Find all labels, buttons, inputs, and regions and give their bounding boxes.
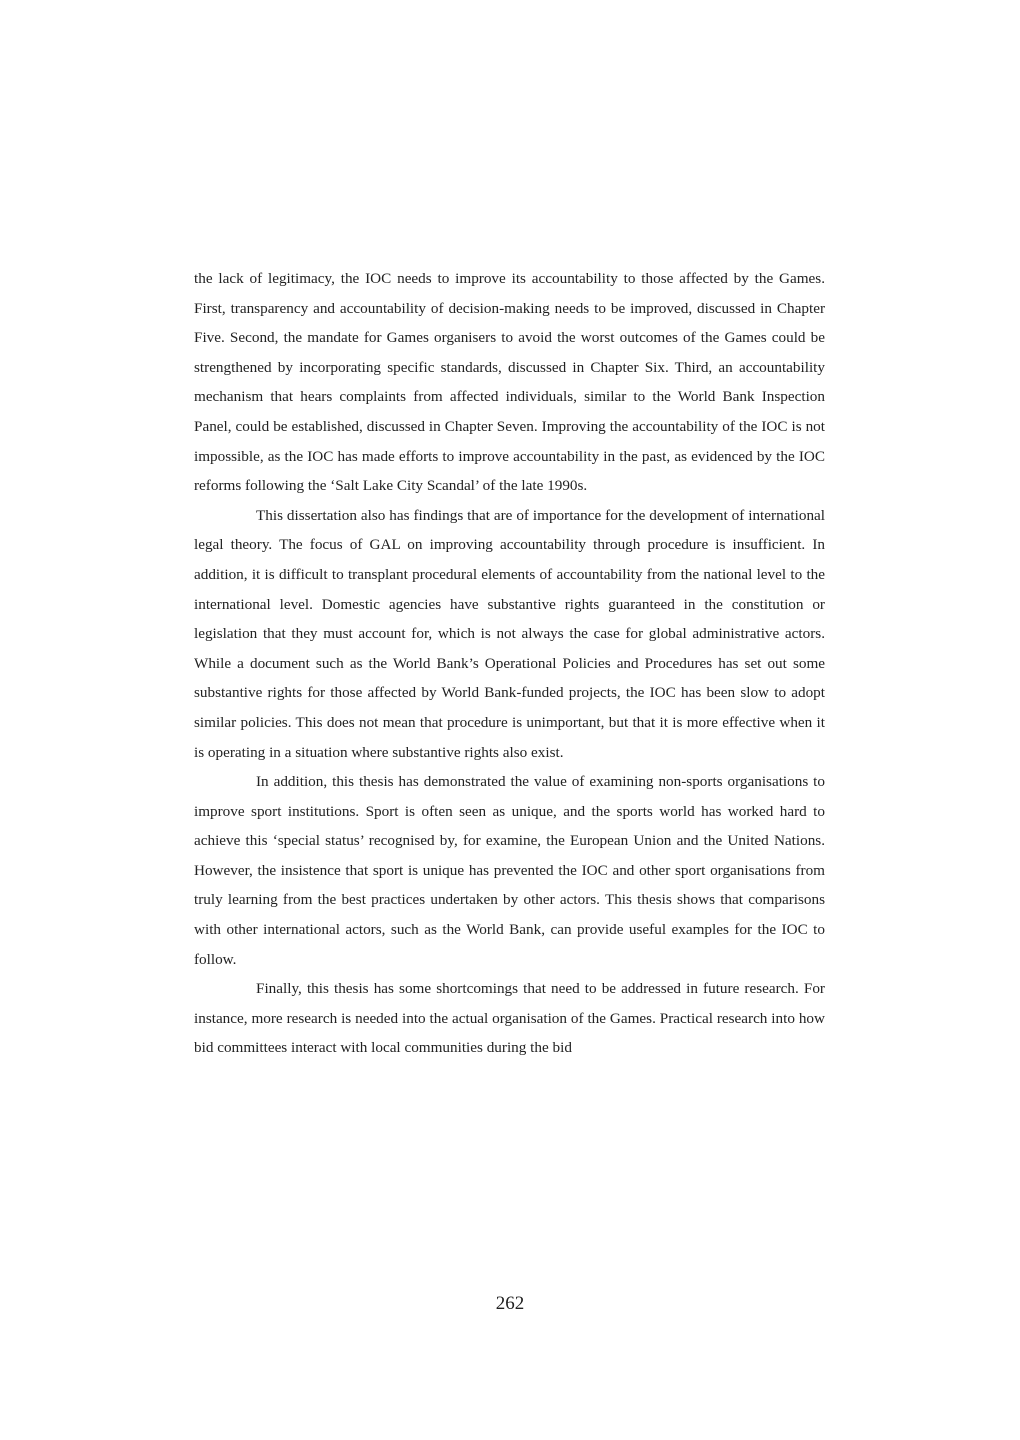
paragraph-1: the lack of legitimacy, the IOC needs to improve its accountability to those affected by the Games. First, transparency and accountability of decision-making needs to be improved, discussed in Chapter Five. Second, the mandate for Games organisers to avoid the worst outcomes of the Games could be strengthened by incorporating specific standards, discussed in Chapter Six. Third, an accountability mechanism that hears complaints from affected individuals, similar to the World Bank Inspection Panel, could be established, discussed in Chapter Seven. Improving the accountability of the IOC is not impossible, as the IOC has made efforts to improve accountability in the past, as evidenced by the IOC reforms following the ‘Salt Lake City Scandal’ of the late 1990s. <box>194 270 825 495</box>
paragraph-4: Finally, this thesis has some shortcomings that need to be addressed in future research. For instance, more research is needed into the actual organisation of the Games. Practical research into how bid committees interact with local communities during the bid <box>194 980 825 1057</box>
paragraph-2: This dissertation also has findings that are of importance for the development of international legal theory. The focus of GAL on improving accountability through procedure is insufficient. In addition, it is difficult to transplant procedural elements of accountability from the national level to the international level. Domestic agencies have substantive rights guaranteed in the constitution or legislation that they must account for, which is not always the case for global administrative actors. While a document such as the World Bank’s Operational Policies and Procedures has set out some substantive rights for those affected by World Bank-funded projects, the IOC has been slow to adopt similar policies. This does not mean that procedure is unimportant, but that it is more effective when it is operating in a situation where substantive rights also exist. <box>194 506 825 761</box>
paragraph-3: In addition, this thesis has demonstrated the value of examining non-sports organisations to improve sport institutions. Sport is often seen as unique, and the sports world has worked hard to achieve this ‘special status’ recognised by, for examine, the European Union and the United Nations. However, the insistence that sport is unique has prevented the IOC and other sport organisations from truly learning from the best practices undertaken by other actors. This thesis shows that comparisons with other international actors, such as the World Bank, can provide useful examples for the IOC to follow. <box>194 773 825 968</box>
body-text <box>194 264 825 1063</box>
page-number: 262 <box>495 1293 525 1314</box>
